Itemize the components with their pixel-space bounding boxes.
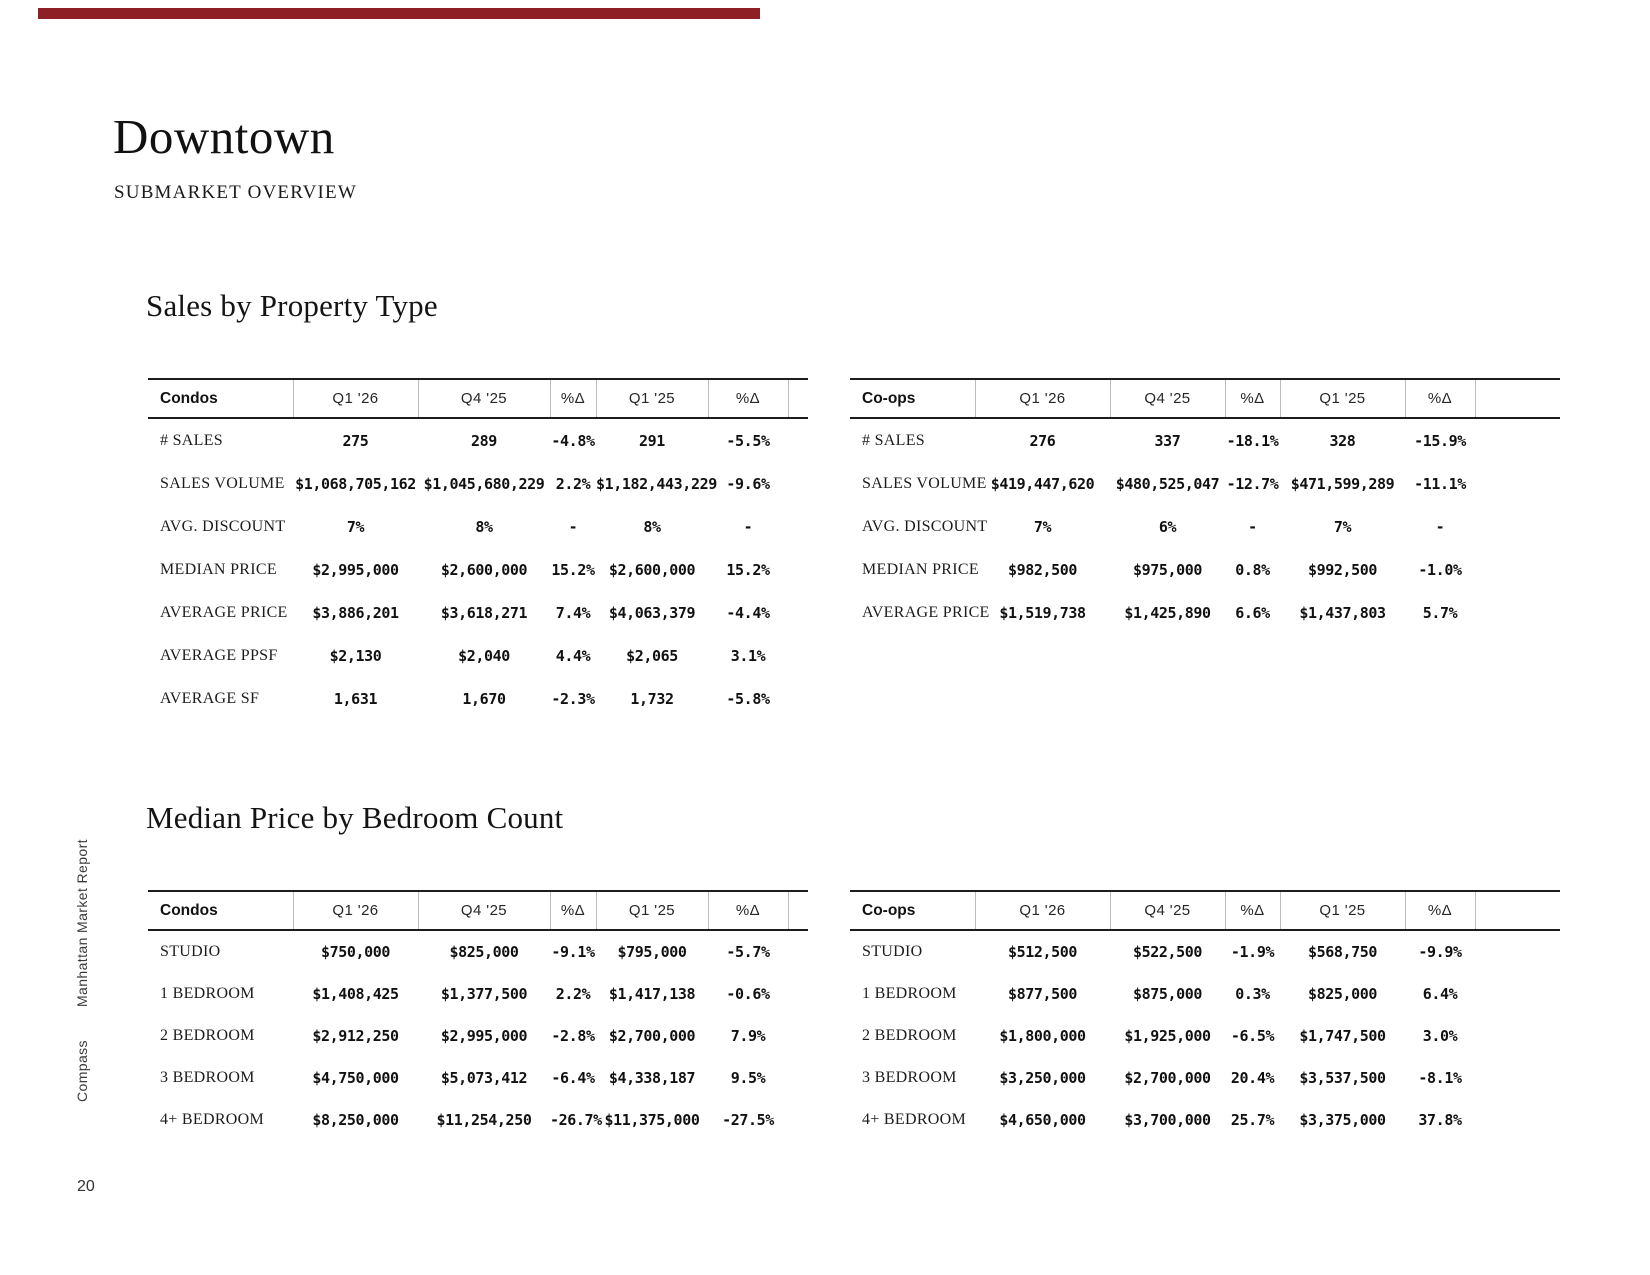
- value-cell: $4,063,379: [608, 603, 696, 622]
- row-label: # SALES: [862, 431, 925, 449]
- pct-change-cell: 0.3%: [1235, 985, 1270, 1003]
- cell-filler: [788, 677, 808, 720]
- cell-filler: [1475, 1099, 1560, 1141]
- value-cell: $3,250,000: [999, 1069, 1086, 1087]
- table-title: Condos: [160, 389, 218, 407]
- row-label: AVERAGE SF: [160, 689, 260, 707]
- row-label: 2 BEDROOM: [862, 1027, 957, 1044]
- value-cell: $480,525,047: [1115, 474, 1220, 493]
- pct-change-cell: 9.5%: [730, 1069, 766, 1087]
- pct-change-cell: -: [743, 517, 753, 536]
- table-row: [850, 591, 1560, 634]
- value-cell: $5,073,412: [440, 1069, 528, 1087]
- page-title: Downtown: [113, 109, 335, 164]
- value-cell: $2,700,000: [1124, 1069, 1211, 1087]
- column-header: %Δ: [1225, 379, 1280, 418]
- value-cell: $3,886,201: [312, 603, 399, 622]
- value-cell: 8%: [643, 517, 661, 536]
- value-cell: $568,750: [1307, 943, 1378, 961]
- table-row: [850, 973, 1560, 1015]
- value-cell: $982,500: [1007, 560, 1078, 579]
- pct-change-cell: -0.6%: [726, 985, 770, 1003]
- pct-change-cell: -4.8%: [551, 431, 595, 450]
- column-header: %Δ: [1225, 891, 1280, 930]
- pct-change-cell: 25.7%: [1230, 1111, 1275, 1129]
- cell-filler: [1475, 548, 1560, 591]
- pct-change-cell: -12.7%: [1226, 474, 1279, 493]
- table-row: [148, 505, 808, 548]
- value-cell: 7%: [1333, 517, 1352, 536]
- table-header-row: [148, 379, 808, 418]
- pct-change-cell: -11.1%: [1414, 474, 1466, 493]
- cell-filler: [1475, 591, 1560, 634]
- row-label: MEDIAN PRICE: [862, 560, 979, 578]
- pct-change-cell: 2.2%: [555, 985, 591, 1003]
- row-label: AVERAGE PRICE: [862, 603, 990, 621]
- column-header: Q1 '25: [1280, 379, 1405, 418]
- value-cell: $3,700,000: [1124, 1111, 1211, 1129]
- cell-filler: [788, 418, 808, 462]
- row-label: STUDIO: [160, 943, 221, 960]
- pct-change-cell: 15.2%: [726, 560, 770, 579]
- value-cell: $1,425,890: [1124, 603, 1211, 622]
- value-cell: $1,182,443,229: [596, 474, 717, 493]
- header-filler: [788, 891, 808, 930]
- table-row: [148, 591, 808, 634]
- value-cell: $522,500: [1132, 943, 1203, 961]
- table-row: [850, 1099, 1560, 1141]
- pct-change-cell: -4.4%: [726, 603, 770, 622]
- column-header: %Δ: [1405, 379, 1475, 418]
- pct-change-cell: -6.5%: [1230, 1027, 1275, 1045]
- pct-change-cell: -27.5%: [722, 1111, 774, 1129]
- cell-filler: [788, 591, 808, 634]
- value-cell: 1,670: [462, 689, 506, 708]
- row-label: AVERAGE PRICE: [160, 603, 288, 621]
- table-header-row: [148, 891, 808, 930]
- pct-change-cell: -1.9%: [1230, 943, 1275, 961]
- pct-change-cell: 2.2%: [555, 474, 591, 493]
- value-cell: 7%: [346, 517, 365, 536]
- cell-filler: [1475, 462, 1560, 505]
- bedroom-condos-table: [148, 890, 808, 1141]
- section-heading-sales-by-property-type: Sales by Property Type: [146, 288, 438, 323]
- cell-filler: [788, 1057, 808, 1099]
- table-row: [148, 677, 808, 720]
- pct-change-cell: 37.8%: [1418, 1111, 1462, 1129]
- section-heading-median-price-by-bedroom: Median Price by Bedroom Count: [146, 800, 564, 835]
- value-cell: $2,600,000: [608, 560, 696, 579]
- value-cell: $1,925,000: [1124, 1027, 1211, 1045]
- pct-change-cell: 4.4%: [555, 646, 591, 665]
- sales-condos-table: [148, 378, 808, 720]
- table-row: [148, 1057, 808, 1099]
- row-label: 1 BEDROOM: [862, 985, 957, 1002]
- value-cell: $2,995,000: [312, 560, 399, 579]
- value-cell: $3,618,271: [440, 603, 528, 622]
- column-header: Q1 '25: [1280, 891, 1405, 930]
- cell-filler: [788, 462, 808, 505]
- value-cell: $512,500: [1007, 943, 1078, 961]
- column-header: Q4 '25: [1110, 891, 1225, 930]
- table-row: [148, 973, 808, 1015]
- page-subtitle: SUBMARKET OVERVIEW: [114, 182, 357, 203]
- row-label: STUDIO: [862, 943, 923, 960]
- header-filler: [1475, 891, 1560, 930]
- column-header: Q1 '26: [975, 891, 1110, 930]
- cell-filler: [1475, 505, 1560, 548]
- sales-coops-table: [850, 378, 1560, 634]
- value-cell: $11,375,000: [604, 1111, 700, 1129]
- accent-bar: [38, 8, 760, 19]
- row-label: SALES VOLUME: [160, 474, 285, 492]
- pct-change-cell: 15.2%: [551, 560, 595, 579]
- cell-filler: [788, 1015, 808, 1057]
- value-cell: 7%: [1033, 517, 1052, 536]
- pct-change-cell: 7.9%: [730, 1027, 766, 1045]
- value-cell: 337: [1154, 431, 1181, 450]
- column-header: %Δ: [550, 891, 596, 930]
- value-cell: $2,912,250: [312, 1027, 399, 1045]
- pct-change-cell: -6.4%: [551, 1069, 595, 1087]
- pct-change-cell: 3.0%: [1422, 1027, 1458, 1045]
- value-cell: $975,000: [1132, 560, 1203, 579]
- column-header: %Δ: [708, 891, 788, 930]
- value-cell: $8,250,000: [312, 1111, 399, 1129]
- pct-change-cell: -5.8%: [726, 689, 770, 708]
- value-cell: 291: [639, 431, 665, 450]
- row-label: 4+ BEDROOM: [160, 1111, 265, 1128]
- column-header: Q1 '25: [596, 379, 708, 418]
- value-cell: 6%: [1158, 517, 1177, 536]
- table-row: [850, 418, 1560, 462]
- table-title: Co-ops: [862, 389, 916, 407]
- column-header: Q4 '25: [418, 891, 550, 930]
- pct-change-cell: -2.8%: [551, 1027, 595, 1045]
- pct-change-cell: -18.1%: [1226, 431, 1279, 450]
- value-cell: $4,650,000: [999, 1111, 1086, 1129]
- cell-filler: [788, 505, 808, 548]
- table-row: [850, 548, 1560, 591]
- column-header: Q1 '26: [293, 891, 418, 930]
- pct-change-cell: -8.1%: [1418, 1069, 1462, 1087]
- pct-change-cell: -1.0%: [1418, 560, 1462, 579]
- value-cell: $877,500: [1007, 985, 1078, 1003]
- value-cell: $2,130: [329, 646, 382, 665]
- table-row: [850, 462, 1560, 505]
- value-cell: $1,800,000: [999, 1027, 1086, 1045]
- value-cell: $2,065: [626, 646, 678, 665]
- table-title: Co-ops: [862, 901, 916, 919]
- cell-filler: [788, 930, 808, 973]
- value-cell: $3,537,500: [1299, 1069, 1386, 1087]
- value-cell: $2,700,000: [608, 1027, 696, 1045]
- bedroom-coops-table: [850, 890, 1560, 1141]
- column-header: %Δ: [1405, 891, 1475, 930]
- pct-change-cell: 5.7%: [1422, 603, 1458, 622]
- value-cell: 275: [342, 431, 369, 450]
- column-header: Q1 '25: [596, 891, 708, 930]
- value-cell: $992,500: [1307, 560, 1378, 579]
- value-cell: $1,437,803: [1299, 603, 1386, 622]
- value-cell: 8%: [475, 517, 493, 536]
- value-cell: $2,040: [458, 646, 510, 665]
- value-cell: $1,068,705,162: [295, 474, 416, 493]
- pct-change-cell: -9.6%: [726, 474, 770, 493]
- value-cell: 1,631: [333, 689, 378, 708]
- row-label: AVG. DISCOUNT: [160, 517, 286, 535]
- cell-filler: [788, 973, 808, 1015]
- value-cell: 1,732: [630, 689, 674, 708]
- pct-change-cell: 3.1%: [730, 646, 766, 665]
- row-label: 4+ BEDROOM: [862, 1111, 967, 1128]
- table-row: [148, 1099, 808, 1141]
- value-cell: $3,375,000: [1299, 1111, 1386, 1129]
- header-filler: [788, 379, 808, 418]
- table-header-row: [850, 891, 1560, 930]
- value-cell: $2,995,000: [440, 1027, 528, 1045]
- header-filler: [1475, 379, 1560, 418]
- table-row: [850, 1015, 1560, 1057]
- value-cell: 276: [1029, 431, 1056, 450]
- pct-change-cell: -15.9%: [1414, 431, 1466, 450]
- column-header: Q4 '25: [418, 379, 550, 418]
- cell-filler: [1475, 418, 1560, 462]
- cell-filler: [788, 1099, 808, 1141]
- cell-filler: [1475, 1015, 1560, 1057]
- value-cell: $4,338,187: [608, 1069, 696, 1087]
- value-cell: $1,417,138: [608, 985, 696, 1003]
- table-row: [148, 418, 808, 462]
- pct-change-cell: -9.1%: [551, 943, 595, 961]
- table-row: [850, 930, 1560, 973]
- row-label: AVERAGE PPSF: [160, 646, 278, 664]
- value-cell: $1,408,425: [312, 985, 399, 1003]
- column-header: %Δ: [550, 379, 596, 418]
- value-cell: 328: [1329, 431, 1356, 450]
- table-row: [148, 634, 808, 677]
- column-header: %Δ: [708, 379, 788, 418]
- row-label: 3 BEDROOM: [160, 1069, 255, 1086]
- pct-change-cell: 6.6%: [1235, 603, 1270, 622]
- cell-filler: [1475, 973, 1560, 1015]
- column-header: Q1 '26: [975, 379, 1110, 418]
- table-row: [148, 1015, 808, 1057]
- table-row: [850, 505, 1560, 548]
- value-cell: $1,045,680,229: [423, 474, 545, 493]
- pct-change-cell: 20.4%: [1230, 1069, 1275, 1087]
- sidebar-brand-label: Compass: [74, 1040, 90, 1102]
- cell-filler: [788, 634, 808, 677]
- pct-change-cell: -2.3%: [551, 689, 595, 708]
- value-cell: $825,000: [449, 943, 519, 961]
- pct-change-cell: 6.4%: [1422, 985, 1458, 1003]
- cell-filler: [1475, 1057, 1560, 1099]
- value-cell: $1,747,500: [1299, 1027, 1386, 1045]
- table-title: Condos: [160, 901, 218, 919]
- pct-change-cell: -5.7%: [726, 943, 770, 961]
- value-cell: $750,000: [320, 943, 391, 961]
- value-cell: $875,000: [1132, 985, 1203, 1003]
- pct-change-cell: -9.9%: [1418, 943, 1462, 961]
- column-header: Q4 '25: [1110, 379, 1225, 418]
- value-cell: $11,254,250: [436, 1111, 532, 1129]
- table-header-row: [850, 379, 1560, 418]
- sidebar-report-label: Manhattan Market Report: [74, 839, 90, 1007]
- row-label: 3 BEDROOM: [862, 1069, 957, 1086]
- pct-change-cell: -5.5%: [726, 431, 770, 450]
- pct-change-cell: 7.4%: [555, 603, 591, 622]
- value-cell: 289: [471, 431, 497, 450]
- row-label: SALES VOLUME: [862, 474, 987, 492]
- column-header: Q1 '26: [293, 379, 418, 418]
- value-cell: $2,600,000: [440, 560, 528, 579]
- pct-change-cell: -: [568, 517, 578, 536]
- row-label: 1 BEDROOM: [160, 985, 255, 1002]
- page-number: 20: [77, 1178, 95, 1195]
- row-label: # SALES: [160, 431, 223, 449]
- value-cell: $419,447,620: [990, 474, 1095, 493]
- pct-change-cell: -: [1435, 517, 1445, 536]
- value-cell: $1,519,738: [999, 603, 1086, 622]
- table-row: [850, 1057, 1560, 1099]
- pct-change-cell: -: [1248, 517, 1257, 536]
- value-cell: $825,000: [1307, 985, 1378, 1003]
- row-label: MEDIAN PRICE: [160, 560, 277, 578]
- value-cell: $1,377,500: [440, 985, 528, 1003]
- value-cell: $4,750,000: [312, 1069, 399, 1087]
- table-row: [148, 462, 808, 505]
- row-label: 2 BEDROOM: [160, 1027, 255, 1044]
- row-label: AVG. DISCOUNT: [862, 517, 988, 535]
- table-row: [148, 930, 808, 973]
- value-cell: $795,000: [617, 943, 687, 961]
- pct-change-cell: 0.8%: [1235, 560, 1270, 579]
- pct-change-cell: -26.7%: [550, 1111, 602, 1129]
- value-cell: $471,599,289: [1290, 474, 1395, 493]
- cell-filler: [788, 548, 808, 591]
- cell-filler: [1475, 930, 1560, 973]
- table-row: [148, 548, 808, 591]
